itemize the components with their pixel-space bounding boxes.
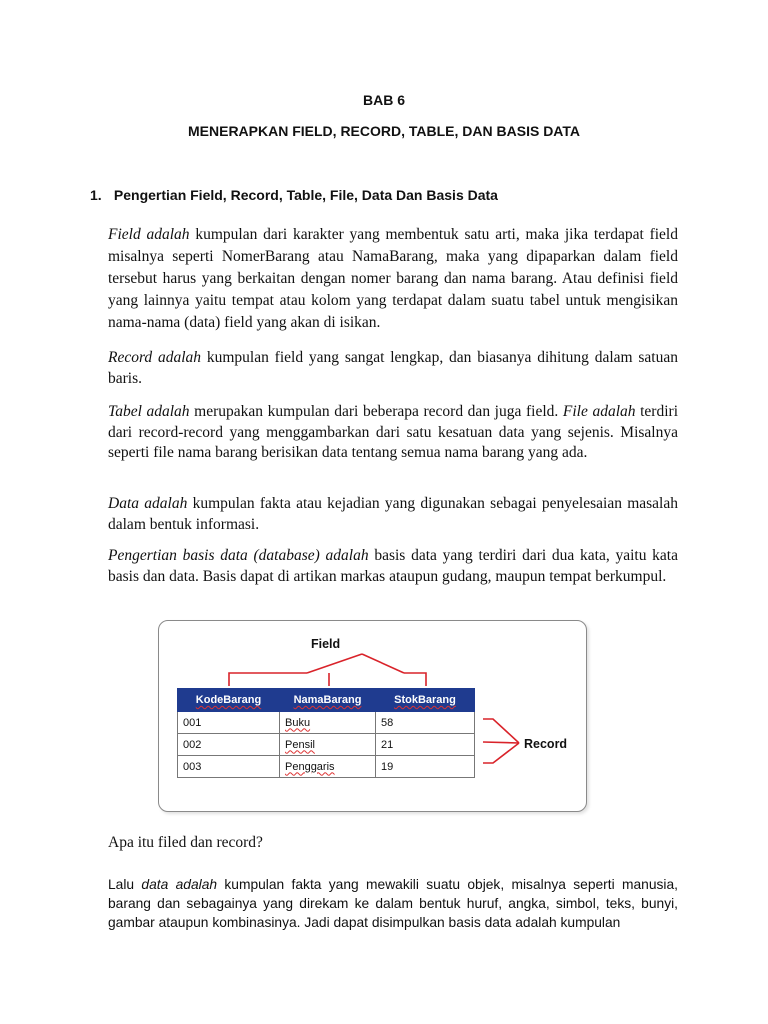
table-cell: 001 [178, 712, 280, 734]
paragraph-record-text: kumpulan field yang sangat lengkap, dan biasanya dihitung dalam satuan baris. [108, 349, 678, 387]
section-number: 1. [90, 187, 102, 203]
record-label: Record [524, 737, 568, 751]
field-line-left [229, 673, 307, 686]
record-line-top [483, 719, 519, 743]
field-line-mid-left [307, 654, 362, 673]
table-header-row [178, 689, 475, 712]
table-cell: Buku [280, 712, 376, 734]
term-field: Field adalah [108, 226, 190, 243]
table-cell: 003 [178, 756, 280, 778]
section-heading [90, 187, 498, 203]
paragraph-basis-data-text: basis data yang terdiri dari dua kata, yaitu kata basis dan data. Basis dapat di artikan markas ataupun gudang, maupun tempat berkumpul. [108, 547, 678, 585]
paragraph-lalu-text: kumpulan fakta yang mewakili suatu objek, misalnya seperti manusia, barang dan sebagainya yang direkam ke dalam bentuk huruf, angka, simbol, teks, bunyi, gambar ataupun kombinasinya. Jadi dapat disimpulkan basis data adalah kumpulan [108, 877, 678, 930]
table-row [178, 734, 475, 756]
term-record: Record adalah [108, 349, 202, 366]
header-stokbarang: StokBarang [376, 689, 475, 712]
paragraph-field-text: kumpulan dari karakter yang membentuk satu arti, maka jika terdapat field misalnya seperti NomerBarang atau NamaBarang, maka yang dipaparkan dalam field tersebut harus yang berkaitan dengan nomer barang dan nama barang. Atau definisi field yang lainnya yaitu tempat atau kolom yang terdapat dalam suatu tabel untuk mengisikan nama-nama (data) field yang akan di isikan. [108, 226, 678, 331]
field-line-right [404, 673, 426, 686]
term-data: Data adalah [108, 495, 188, 512]
paragraph-tabel-text: merupakan kumpulan dari beberapa record dan juga field. [189, 403, 563, 420]
record-line-middle [483, 742, 519, 743]
header-namabarang: NamaBarang [280, 689, 376, 712]
term-data-2: data adalah [141, 877, 218, 892]
table-cell: 19 [376, 756, 475, 778]
table-cell: 21 [376, 734, 475, 756]
term-file: File adalah [562, 403, 636, 420]
page-title: MENERAPKAN FIELD, RECORD, TABLE, DAN BASIS DATA [188, 123, 580, 139]
sample-table [177, 688, 475, 778]
record-line-bottom [483, 743, 519, 763]
table-cell: 002 [178, 734, 280, 756]
field-label: Field [311, 637, 341, 651]
term-tabel: Tabel adalah [108, 403, 190, 420]
paragraph-data [108, 494, 678, 535]
table-cell: Penggaris [280, 756, 376, 778]
table-row [178, 712, 475, 734]
chapter-label: BAB 6 [362, 92, 405, 108]
paragraph-record [108, 348, 678, 389]
paragraph-lalu-pre: Lalu [108, 877, 142, 892]
paragraph-file-text: terdiri dari record-record yang menggambarkan dari satu kesatuan data yang sejenis. Misalnya seperti file nama barang berisikan data tentang semua nama barang yang ada. [108, 403, 678, 461]
table-cell: 58 [376, 712, 475, 734]
paragraph-basis-data [108, 546, 678, 587]
paragraph-tabel [108, 402, 678, 464]
table-row [178, 756, 475, 778]
table-cell: Pensil [280, 734, 376, 756]
paragraph-field [108, 224, 678, 334]
header-kodebarang: KodeBarang [178, 689, 280, 712]
field-record-figure [158, 620, 587, 812]
paragraph-data-text: kumpulan fakta atau kejadian yang digunakan sebagai penyelesaian masalah dalam bentuk informasi. [108, 495, 678, 533]
section-heading-text: Pengertian Field, Record, Table, File, Data Dan Basis Data [113, 187, 498, 203]
field-line-mid-right [362, 654, 404, 673]
question-text: Apa itu filed dan record? [108, 834, 263, 851]
paragraph-lalu [108, 875, 678, 932]
term-basis-data: Pengertian basis data (database) adalah [108, 547, 369, 564]
